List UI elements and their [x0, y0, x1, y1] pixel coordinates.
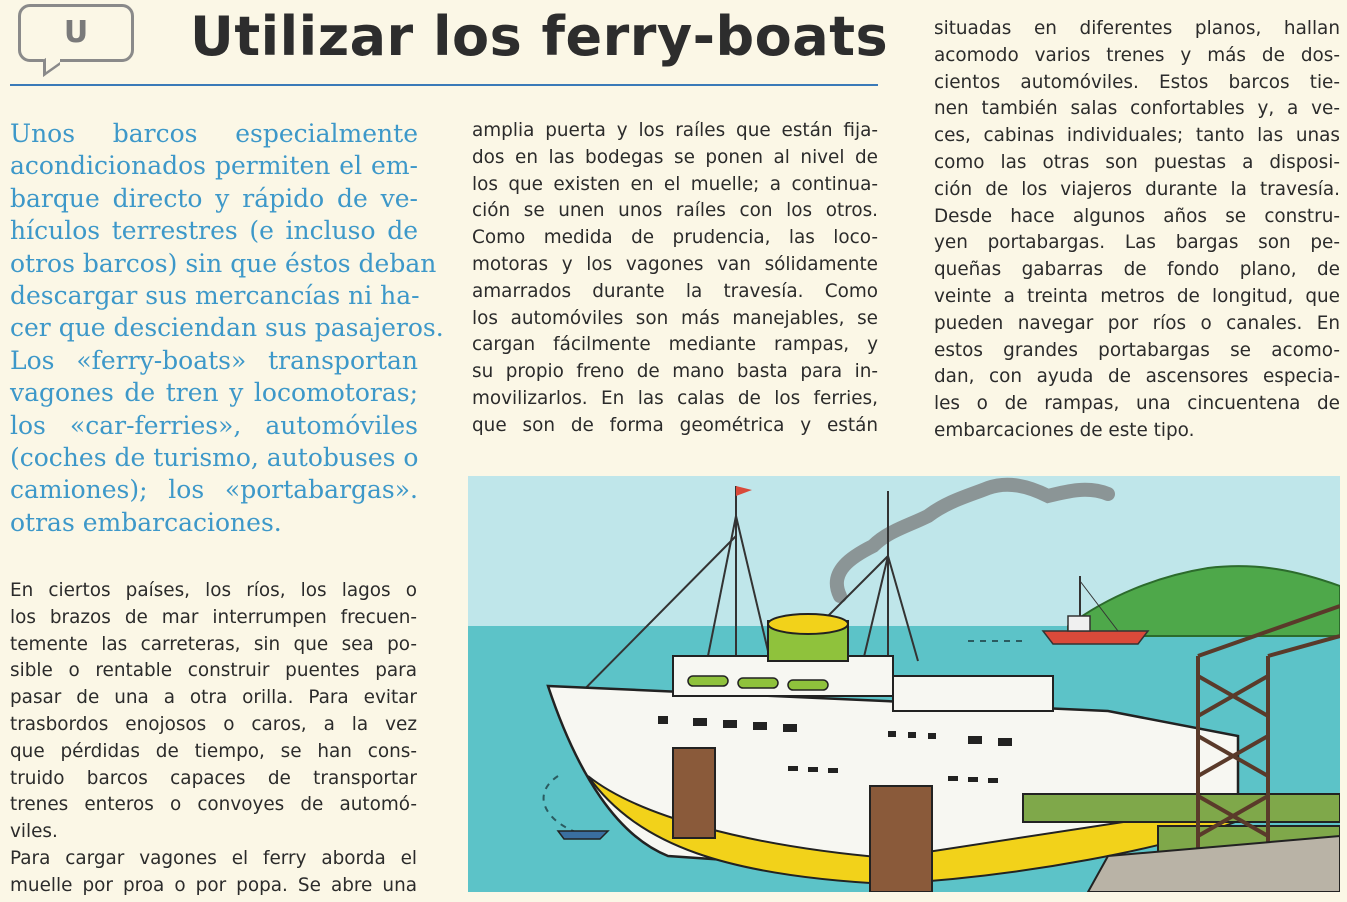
- intro-line: vagones de tren y locomotoras;: [10, 378, 418, 408]
- body-line: cientos automóviles. Estos barcos tie-: [934, 71, 1340, 93]
- body-line: ción de los viajeros durante la travesía.: [934, 178, 1340, 200]
- body-line: pueden navegar por ríos o canales. En: [934, 312, 1340, 334]
- body-line: temente las carreteras, sin que sea po-: [10, 633, 417, 655]
- intro-line: los «car-ferries», automóviles: [10, 410, 418, 440]
- intro-line: Los «ferry-boats» transportan: [10, 345, 418, 375]
- body-line: Desde hace algunos años se constru-: [934, 205, 1340, 227]
- title-rule: [10, 84, 878, 86]
- section-letter: U: [63, 15, 89, 50]
- body-line: su propio freno de mano basta para in-: [472, 361, 878, 383]
- body-line: En ciertos países, los ríos, los lagos o: [10, 580, 417, 601]
- body-line: cargan fácilmente mediante rampas, y: [472, 334, 878, 356]
- body-line: sible o rentable construir puentes para: [10, 660, 417, 682]
- body-line: trasbordos enojosos o caros, a la vez: [10, 713, 417, 735]
- ferry-illustration: [468, 476, 1340, 892]
- body-line: ción se unen unos raíles con los otros.: [472, 200, 878, 222]
- body-line: Para cargar vagones el ferry aborda el: [10, 847, 417, 869]
- body-line: como las otras son puestas a disposi-: [934, 151, 1340, 173]
- body-line: embarcaciones de este tipo.: [934, 419, 1195, 441]
- body-column-3: [934, 16, 1340, 445]
- body-line: veinte a treinta metros de longitud, que: [934, 285, 1340, 307]
- body-line: los que existen en el muelle; a continua-: [472, 173, 878, 195]
- intro-line: Unos barcos especialmente: [10, 119, 418, 148]
- body-line: Como medida de prudencia, las loco-: [472, 227, 878, 249]
- intro-line: otros barcos) sin que éstos deban: [10, 248, 437, 278]
- body-column-2: [472, 118, 878, 440]
- body-line: pasar de una a otra orilla. Para evitar: [10, 687, 417, 709]
- body-line: queñas gabarras de fondo plano, de: [934, 259, 1340, 281]
- body-line: truido barcos capaces de transportar: [10, 767, 417, 789]
- body-line: los brazos de mar interrumpen frecuen-: [10, 606, 417, 628]
- body-line: yen portabargas. Las bargas son pe-: [934, 232, 1340, 254]
- intro-line: camiones); los «portabargas».: [10, 475, 418, 505]
- page-title: Utilizar los ferry-boats: [190, 5, 889, 68]
- intro-line: descargar sus mercancías ni ha-: [10, 281, 420, 311]
- body-line: dan, con ayuda de ascensores especia-: [934, 366, 1340, 388]
- body-line: amarrados durante la travesía. Como: [472, 280, 878, 302]
- body-line: que pérdidas de tiempo, se han cons-: [10, 740, 417, 762]
- body-line: movilizarlos. En las calas de los ferries,: [472, 387, 878, 409]
- body-line: dos en las bodegas se ponen al nivel de: [472, 146, 878, 168]
- body-line: trenes enteros o convoyes de automó-: [10, 794, 417, 816]
- body-line: les o de rampas, una cincuentena de: [934, 393, 1340, 415]
- intro-line: (coches de turismo, autobuses o: [10, 443, 419, 473]
- section-letter-badge: [18, 4, 134, 62]
- body-line: muelle por proa o por popa. Se abre una: [10, 874, 417, 896]
- body-line: motoras y los vagones van sólidamente: [472, 253, 878, 275]
- body-line: estos grandes portabargas se acomo-: [934, 339, 1340, 361]
- intro-line: otras embarcaciones.: [10, 507, 282, 537]
- body-line: que son de forma geométrica y están: [472, 414, 878, 436]
- dinghy: [558, 831, 608, 839]
- body-column-1: [10, 578, 417, 900]
- body-line: acomodo varios trenes y más de dos-: [934, 44, 1340, 66]
- body-line: amplia puerta y los raíles que están fija-: [472, 120, 878, 141]
- intro-line: acondicionados permiten el em-: [10, 151, 418, 181]
- intro-line: barque directo y rápido de ve-: [10, 183, 418, 213]
- body-line: situadas en diferentes planos, hallan: [934, 18, 1340, 39]
- body-line: nen también salas confortables y, a ve-: [934, 98, 1340, 120]
- body-line: los automóviles son más manejables, se: [472, 307, 878, 329]
- intro-line: cer que desciendan sus pasajeros.: [10, 313, 444, 343]
- intro-paragraph: [10, 118, 444, 539]
- body-line: ces, cabinas individuales; tanto las unas: [934, 125, 1340, 147]
- intro-line: hículos terrestres (e incluso de: [10, 216, 418, 246]
- body-line: viles.: [10, 821, 58, 843]
